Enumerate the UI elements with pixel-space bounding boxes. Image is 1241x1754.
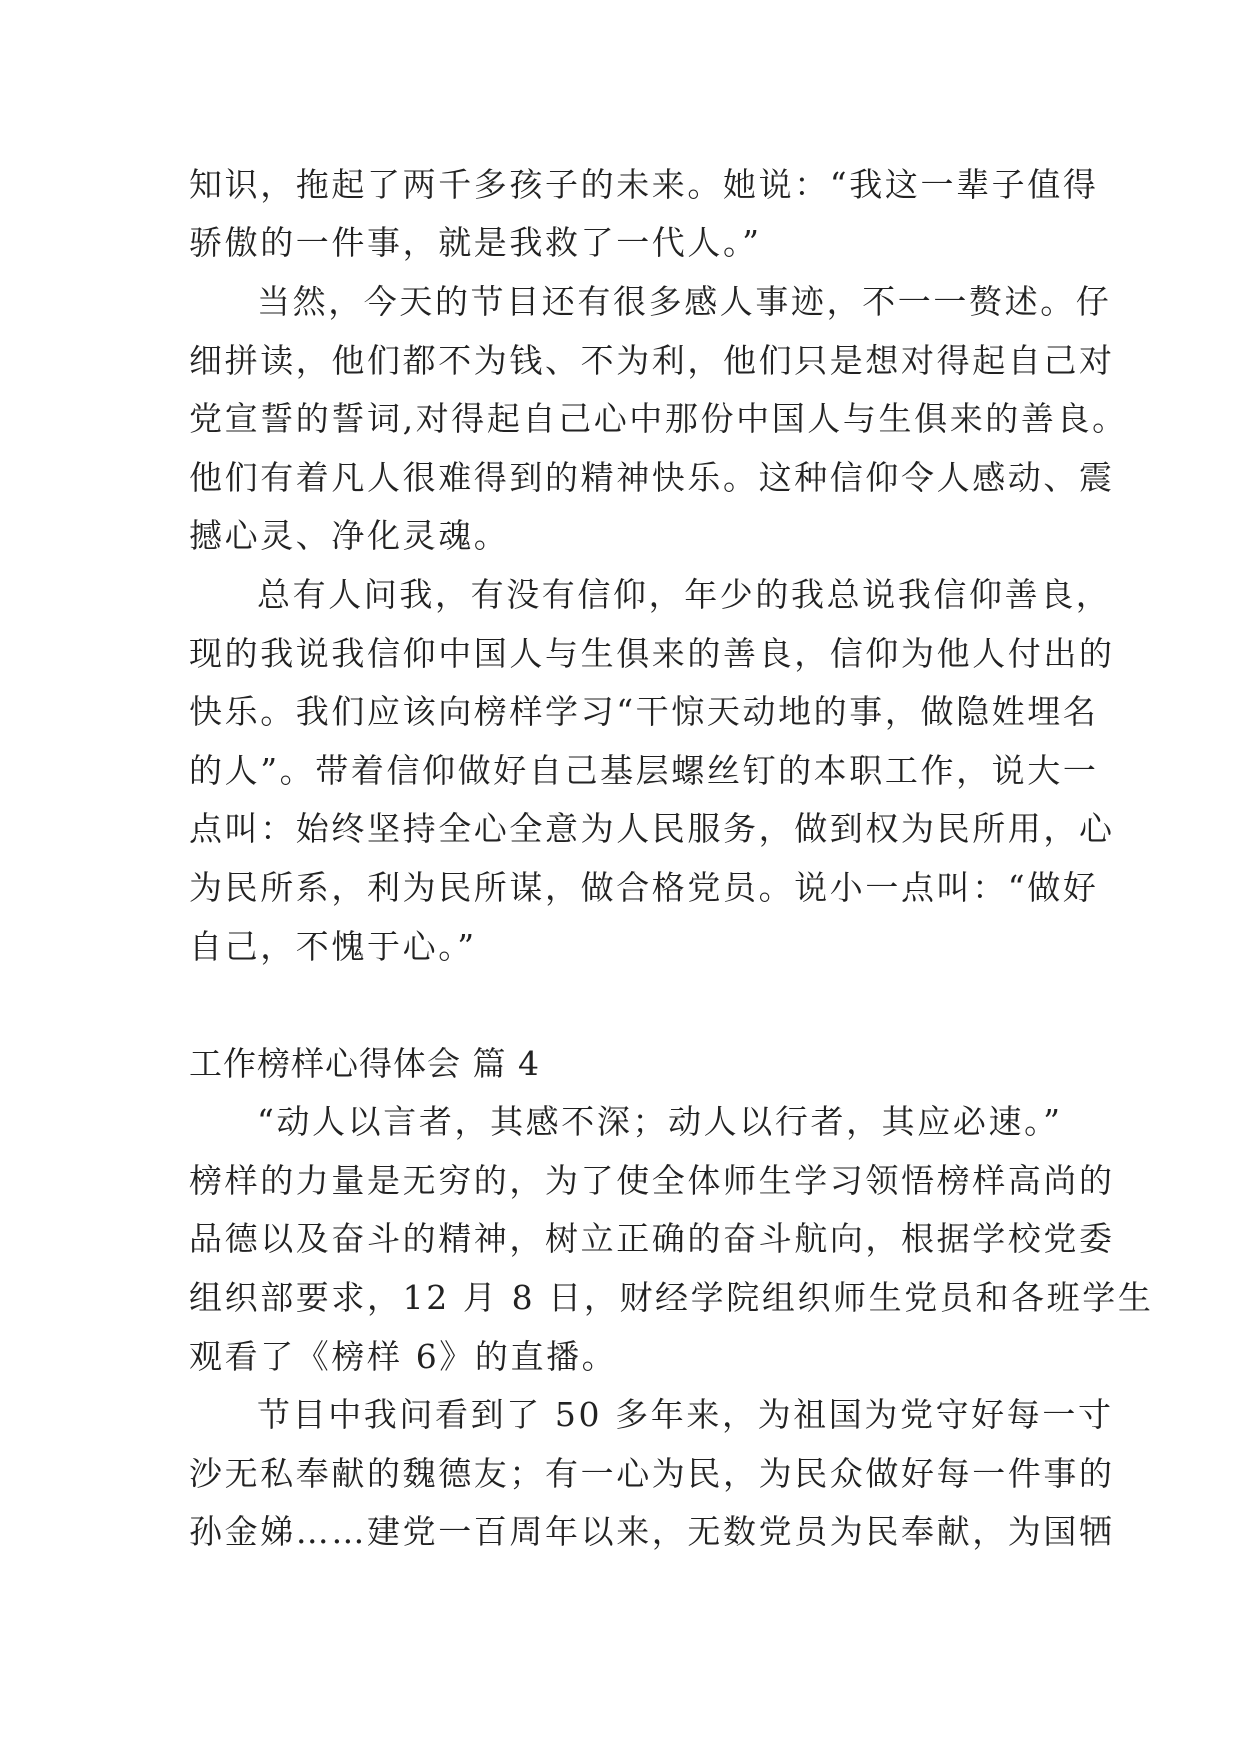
paragraph-line: 的人”。带着信仰做好自己基层螺丝钉的本职工作，说大一 [189, 751, 1099, 790]
paragraph-line: 知识，拖起了两千多孩子的未来。她说：“我这一辈子值得 [189, 165, 1099, 204]
paragraph-line: 节目中我问看到了 50 多年来，为祖国为党守好每一寸 [257, 1395, 1114, 1434]
paragraph-line: 撼心灵、净化灵魂。 [189, 516, 510, 555]
paragraph-line: 组织部要求，12 月 8 日，财经学院组织师生党员和各班学生 [189, 1278, 1154, 1317]
paragraph-line: 当然，今天的节目还有很多感人事迹，不一一赘述。仔 [257, 282, 1112, 321]
paragraph-line: 点叫：始终坚持全心全意为人民服务，做到权为民所用，心 [189, 809, 1115, 848]
section-heading: 工作榜样心得体会 篇 4 [189, 1044, 540, 1083]
paragraph-line: 骄傲的一件事，就是我救了一代人。” [189, 223, 762, 262]
paragraph-line: 榜样的力量是无穷的，为了使全体师生学习领悟榜样高尚的 [189, 1161, 1115, 1200]
paragraph-line: 沙无私奉献的魏德友；有一心为民，为民众做好每一件事的 [189, 1454, 1115, 1493]
paragraph-line: 快乐。我们应该向榜样学习“干惊天动地的事，做隐姓埋名 [189, 692, 1099, 731]
paragraph-line: 孙金娣……建党一百周年以来，无数党员为民奉献，为国牺 [189, 1512, 1115, 1551]
paragraph-line: 总有人问我，有没有信仰，年少的我总说我信仰善良， [257, 575, 1112, 614]
paragraph-line: 品德以及奋斗的精神，树立正确的奋斗航向，根据学校党委 [189, 1219, 1115, 1258]
paragraph-line: 观看了《榜样 6》的直播。 [189, 1337, 618, 1376]
paragraph-line: 他们有着凡人很难得到的精神快乐。这种信仰令人感动、震 [189, 458, 1115, 497]
paragraph-line: 为民所系，利为民所谋，做合格党员。说小一点叫：“做好 [189, 868, 1099, 907]
paragraph-line: 现的我说我信仰中国人与生俱来的善良，信仰为他人付出的 [189, 634, 1115, 673]
paragraph-line: “动人以言者，其感不深；动人以行者，其应必速。” [257, 1102, 1063, 1141]
paragraph-line: 党宣誓的誓词,对得起自己心中那份中国人与生俱来的善良。 [189, 399, 1128, 438]
paragraph-line: 自己，不愧于心。” [189, 927, 477, 966]
paragraph-line: 细拼读，他们都不为钱、不为利，他们只是想对得起自己对 [189, 341, 1115, 380]
